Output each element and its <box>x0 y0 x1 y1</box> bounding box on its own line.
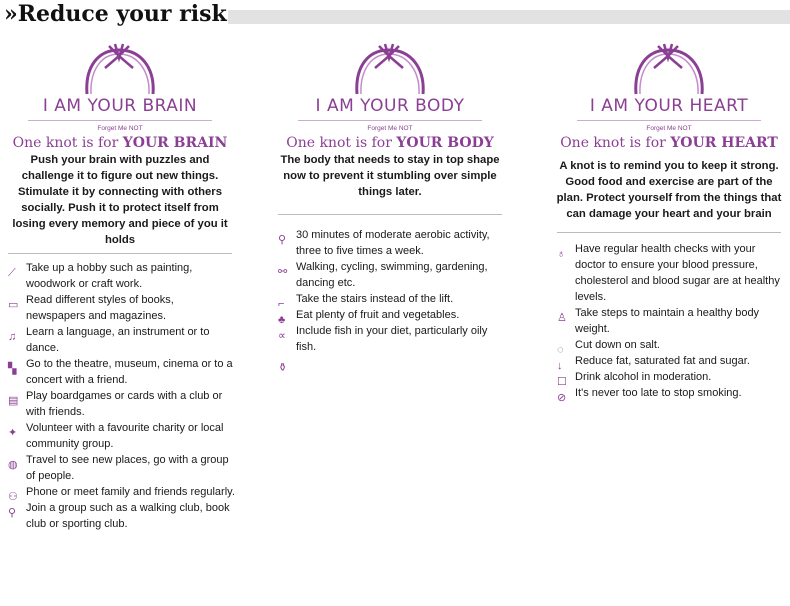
heading-divider <box>577 120 761 121</box>
column-heading: I AM YOUR BODY <box>315 96 465 116</box>
list-item-text: Take the stairs instead of the lift. <box>296 293 454 305</box>
theatre-icon: ▚ <box>8 363 17 375</box>
section-divider <box>278 214 502 215</box>
cards-icon: ▤ <box>8 395 19 407</box>
list-item <box>4 500 236 532</box>
knot-prefix: One knot is for <box>286 135 397 151</box>
list-item <box>553 337 785 356</box>
list-item-text: Walking, cycling, swimming, gardening, dancing etc. <box>296 261 488 289</box>
knot-icon <box>624 40 714 96</box>
heading-divider <box>28 120 212 121</box>
forget-me-not: Forget Me NOT <box>646 125 692 132</box>
book-icon: ▭ <box>8 299 19 311</box>
list-item-text: Phone or meet family and friends regularly. <box>26 486 235 498</box>
knot-caps: YOUR BODY <box>396 135 494 151</box>
page-title <box>4 1 227 27</box>
knot-for-line <box>553 135 785 152</box>
list-item-text: Cut down on salt. <box>575 339 660 351</box>
knot-prefix: One knot is for <box>560 135 671 151</box>
header-bar <box>228 10 790 24</box>
globe-icon: ◍ <box>8 459 18 471</box>
heading-divider <box>298 120 482 121</box>
knot-for-line <box>4 135 236 152</box>
volunteers-icon: ✦ <box>8 427 18 439</box>
walker-icon: ⚲ <box>8 507 17 519</box>
knot-prefix: One knot is for <box>12 135 123 151</box>
title-prefix: » <box>4 1 18 27</box>
heart-column <box>553 40 785 404</box>
paintbrush-icon: ⟋ <box>8 267 16 279</box>
list-item <box>4 484 236 503</box>
knot-caps: YOUR HEART <box>670 135 778 151</box>
list-item <box>4 420 236 452</box>
runner-icon: ⚲ <box>278 234 287 246</box>
list-item <box>4 388 236 420</box>
stethoscope-icon: ♁ <box>557 248 566 260</box>
arrow-down-icon: ↓ <box>557 360 563 372</box>
knot-icon <box>75 40 165 96</box>
bottle-icon: ⚱ <box>278 362 288 374</box>
list-item-text: Eat plenty of fruit and vegetables. <box>296 309 460 321</box>
list-item <box>553 385 785 404</box>
tips-list <box>4 260 236 532</box>
music-note-icon: ♫ <box>8 331 17 343</box>
list-item-text: Volunteer with a favourite charity or local community group. <box>26 422 224 450</box>
brain-column <box>4 40 236 532</box>
tips-list <box>274 227 506 374</box>
title-text: Reduce your risk <box>17 1 227 27</box>
list-item <box>553 241 785 305</box>
body-column <box>274 40 506 374</box>
knot-icon <box>345 40 435 96</box>
list-item <box>553 369 785 388</box>
list-item <box>4 324 236 356</box>
section-divider <box>8 253 232 254</box>
list-item <box>274 307 506 326</box>
list-item <box>274 323 506 355</box>
list-item <box>4 292 236 324</box>
column-heading: I AM YOUR BRAIN <box>42 96 198 116</box>
intro-text: Push your brain with puzzles and challenge it to figure out new things. Stimulate it by connecting with others socially. Push it to protect itself from losing every memory and piece of you it holds <box>12 154 228 246</box>
forget-me-not: Forget Me NOT <box>97 125 143 132</box>
knot-for-line <box>274 135 506 152</box>
list-item <box>274 259 506 291</box>
list-item <box>4 260 236 292</box>
list-item-text: Have regular health checks with your doctor to ensure your blood pressure, cholesterol and blood sugar are at healthy levels. <box>575 243 780 303</box>
intro-text: A knot is to remind you to keep it strong. Good food and exercise are part of the plan. Protect yourself from the things that can damage your heart and your brain <box>556 160 782 220</box>
list-item-text: Travel to see new places, go with a group of people. <box>26 454 229 482</box>
list-item-text: 30 minutes of moderate aerobic activity, three to five times a week. <box>296 229 490 257</box>
list-item-text: It's never too late to stop smoking. <box>575 387 742 399</box>
list-item <box>553 353 785 372</box>
knot-caps: YOUR BRAIN <box>122 135 228 151</box>
salt-icon: ◌ <box>557 344 564 356</box>
no-smoking-icon: ⊘ <box>557 392 567 404</box>
list-item-text: Drink alcohol in moderation. <box>575 371 712 383</box>
list-item-text: Play boardgames or cards with a club or with friends. <box>26 390 223 418</box>
intro-text: The body that needs to stay in top shape now to prevent it stumbling over simple things later. <box>280 154 500 198</box>
stairs-icon: ⌐ <box>278 298 285 310</box>
fish-icon: ∝ <box>278 330 286 342</box>
forget-me-not: Forget Me NOT <box>367 125 413 132</box>
bicycle-icon: ⚯ <box>278 266 288 278</box>
tips-list <box>553 241 785 404</box>
header <box>0 0 790 32</box>
list-item-text: Take steps to maintain a healthy body weight. <box>575 307 760 335</box>
list-item-text: Read different styles of books, newspapers and magazines. <box>26 294 174 322</box>
list-item <box>4 356 236 388</box>
list-item-text: Join a group such as a walking club, book club or sporting club. <box>26 502 230 530</box>
list-item <box>274 227 506 259</box>
list-item-text: Reduce fat, saturated fat and sugar. <box>575 355 750 367</box>
glass-icon: ☐ <box>557 376 567 388</box>
list-item-text: Learn a language, an instrument or to dance. <box>26 326 210 354</box>
section-divider <box>557 232 781 233</box>
list-item-text: Go to the theatre, museum, cinema or to a concert with a friend. <box>26 358 233 386</box>
family-icon: ⚇ <box>8 491 18 503</box>
list-item <box>274 355 506 374</box>
list-item <box>274 291 506 310</box>
column-heading: I AM YOUR HEART <box>589 96 749 116</box>
list-item <box>4 452 236 484</box>
list-item-text: Include fish in your diet, particularly oily fish. <box>296 325 488 353</box>
list-item-text: Take up a hobby such as painting, woodwork or craft work. <box>26 262 193 290</box>
apple-icon: ♣ <box>278 314 286 326</box>
list-item <box>553 305 785 337</box>
person-weight-icon: ♙ <box>557 312 567 324</box>
